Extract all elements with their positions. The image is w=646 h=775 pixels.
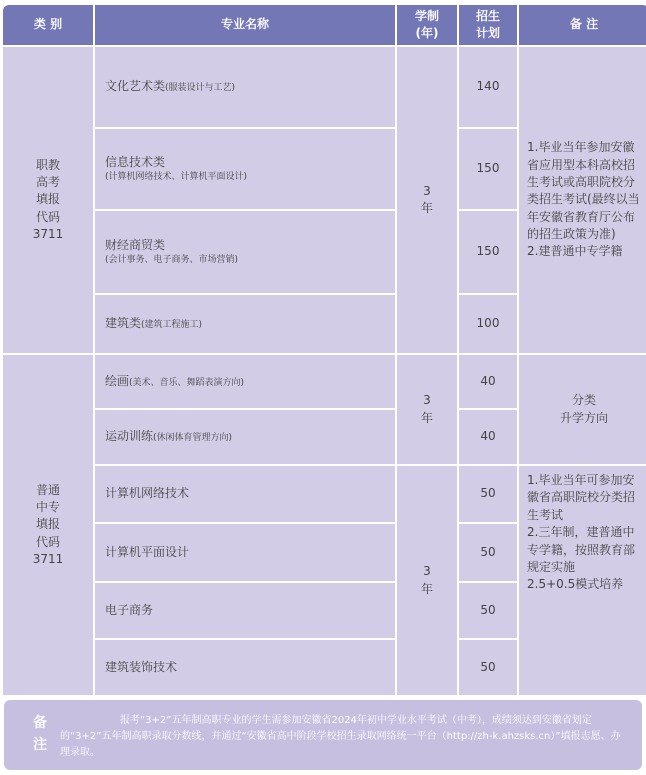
major-cell	[95, 211, 395, 293]
major-sub: (建筑工程施工)	[141, 320, 203, 331]
enrollment-table	[3, 5, 641, 695]
major-cell: 计算机网络技术	[95, 466, 395, 522]
plan-cell: 50	[459, 466, 517, 522]
major-cell	[95, 355, 395, 408]
plan-cell: 50	[459, 524, 517, 581]
remark-cell: 分类 升学方向	[519, 355, 646, 464]
header-plan: 招生 计划	[459, 5, 517, 45]
major-sub: (会计事务、电子商务、市场营销)	[105, 255, 239, 266]
major-sub: (美术、音乐、舞蹈表演方向)	[129, 377, 245, 388]
header-remarks: 备 注	[519, 5, 646, 45]
major-name: 财经商贸类	[105, 237, 166, 252]
plan-cell: 40	[459, 410, 517, 464]
remark-cell: 1.毕业当年可参加安徽省高职院校分类招生考试 2.三年制，建普通中专学籍，按照教育部规定实施 2.5+0.5模式培养	[519, 466, 646, 695]
years-cell: 3 年	[397, 355, 457, 464]
plan-cell: 50	[459, 640, 517, 695]
major-sub: (服装设计与工艺)	[165, 83, 236, 94]
plan-cell: 100	[459, 295, 517, 353]
major-cell	[95, 410, 395, 464]
header-major: 专业名称	[95, 5, 395, 45]
major-name: 运动训练	[105, 429, 154, 444]
major-cell	[95, 295, 395, 353]
category-cell: 职教 高考 填报 代码 3711	[3, 47, 93, 353]
plan-cell: 150	[459, 129, 517, 209]
major-cell	[95, 129, 395, 209]
major-cell: 电子商务	[95, 583, 395, 638]
major-cell	[95, 47, 395, 127]
major-sub: (休闲体育管理方向)	[153, 433, 233, 444]
plan-cell: 140	[459, 47, 517, 127]
major-sub: (计算机网络技术、计算机平面设计)	[105, 172, 248, 183]
major-cell: 建筑装饰技术	[95, 640, 395, 695]
major-name: 绘画	[105, 373, 130, 388]
header-category: 类 别	[3, 5, 93, 45]
footer-note	[4, 700, 642, 770]
major-name: 建筑类	[105, 316, 142, 331]
footer-label: 备 注	[33, 715, 47, 753]
footer-text: 报考“3+2”五年制高职专业的学生需参加安徽省2024年初中学业水平考试（中考），成绩须达到安徽省划定的“3+2”五年制高职录取分数线，并通过“安徽省高中阶段学校招生录取网络统一平台（http://zh-k.ahzsks.cn）”填报志愿、办理录取。	[60, 715, 621, 758]
major-cell: 计算机平面设计	[95, 524, 395, 581]
years-cell: 3 年	[397, 466, 457, 695]
header-years: 学制 (年)	[397, 5, 457, 45]
years-cell: 3 年	[397, 47, 457, 353]
plan-cell: 40	[459, 355, 517, 408]
remark-cell: 1.毕业当年参加安徽省应用型本科高校招生考试或高职院校分类招生考试(最终以当年安徽省教育厅公布的招生政策为准) 2.建普通中专学籍	[519, 47, 646, 353]
major-name: 信息技术类	[105, 154, 166, 169]
plan-cell: 50	[459, 583, 517, 638]
major-name: 文化艺术类	[105, 79, 166, 94]
category-cell: 普通 中专 填报 代码 3711	[3, 355, 93, 695]
plan-cell: 150	[459, 211, 517, 293]
